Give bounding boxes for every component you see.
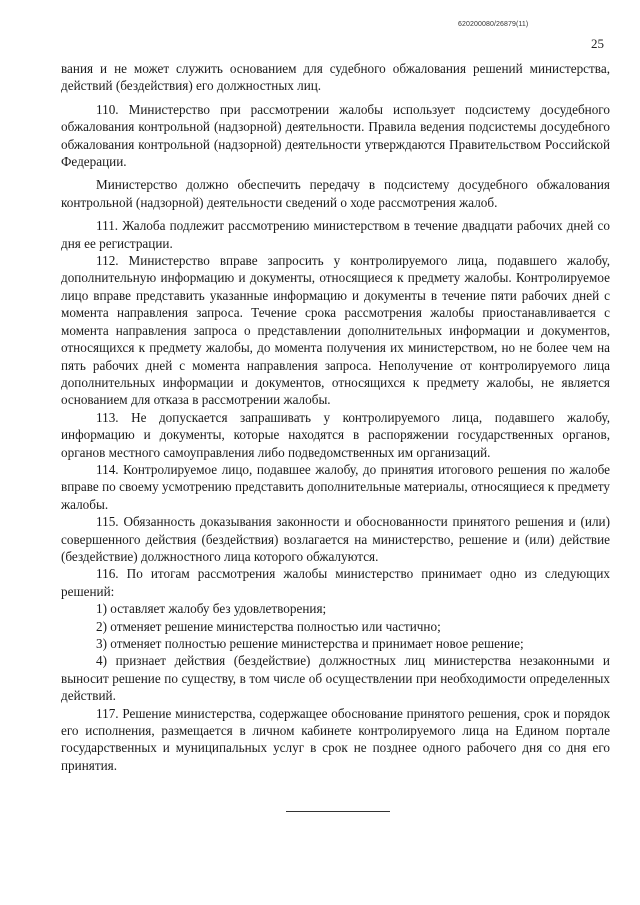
paragraph-110: 110. Министерство при рассмотрении жалобы использует подсистему досудебного обжалования контрольной (надзорной) деятельности. Правила ведения подсистемы досудебного обжалования контрольной (надзорной) деятельности утверждаются Правительством Российской Федерации. bbox=[61, 101, 610, 170]
list-item-4: 4) признает действия (бездействие) должностных лиц министерства незаконными и выносит решение по существу, в том числе об осуществлении при необходимости определенных действий. bbox=[61, 653, 610, 704]
page-number: 25 bbox=[591, 36, 604, 51]
paragraph-114: 114. Контролируемое лицо, подавшее жалобу, до принятия итогового решения по жалобе вправе по своему усмотрению представить дополнительные материалы, относящиеся к предмету жалобы. bbox=[61, 461, 610, 512]
paragraph-113: 113. Не допускается запрашивать у контролируемого лица, подавшего жалобу, информацию и документы, которые находятся в распоряжении государственных органов, органов местного самоуправления либо подведомственных им организаций. bbox=[61, 409, 610, 460]
paragraph-117: 117. Решение министерства, содержащее обоснование принятого решения, срок и порядок его исполнения, размещается в личном кабинете контролируемого лица на Едином портале государственных и муниципальных услуг в срок не позднее одного рабочего дня со дня его принятия. bbox=[61, 705, 610, 773]
paragraph-112: 112. Министерство вправе запросить у контролируемого лица, подавшего жалобу, дополнительную информацию и документы, относящиеся к предмету жалобы. Контролируемое лицо вправе представить указанные информацию и документы в течение пяти рабочих дней с момента направления запроса. Течение срока рассмотрения жалобы приостанавливается с момента направления запроса о представлении дополнительных информации и документов, относящихся к предмету жалобы, до момента получения их министерством, но не более чем на пять рабочих дней с момента направления запроса. Неполучение от контролируемого лица дополнительных информации и документов, относящихся к предмету жалобы, не является основанием для отказа в рассмотрении жалобы. bbox=[61, 253, 610, 408]
paragraph-continuation: вания и не может служить основанием для судебного обжалования решений министерства, действий (бездействия) его должностных лиц. bbox=[61, 61, 610, 94]
list-item-2: 2) отменяет решение министерства полностью или частично; bbox=[96, 618, 441, 634]
paragraph-111: 111. Жалоба подлежит рассмотрению министерством в течение двадцати рабочих дней со дня ее регистрации. bbox=[61, 218, 610, 251]
end-separator-line bbox=[286, 811, 390, 812]
document-body bbox=[61, 60, 610, 774]
list-item-1: 1) оставляет жалобу без удовлетворения; bbox=[96, 601, 327, 617]
document-id: 620200080/26879(11) bbox=[458, 21, 529, 28]
paragraph-116: 116. По итогам рассмотрения жалобы министерство принимает одно из следующих решений: bbox=[61, 566, 610, 599]
paragraph-115: 115. Обязанность доказывания законности и обоснованности принятого решения и (или) совершенного действия (бездействия) возлагается на министерство, решение и (или) действие (бездействие) должностного лица которого обжалуются. bbox=[61, 514, 610, 564]
list-item-3: 3) отменяет полностью решение министерства и принимает новое решение; bbox=[96, 636, 524, 651]
paragraph-110-transfer: Министерство должно обеспечить передачу в подсистему досудебного обжалования контрольной (надзорной) деятельности сведений о ходе рассмотрения жалоб. bbox=[61, 177, 610, 210]
